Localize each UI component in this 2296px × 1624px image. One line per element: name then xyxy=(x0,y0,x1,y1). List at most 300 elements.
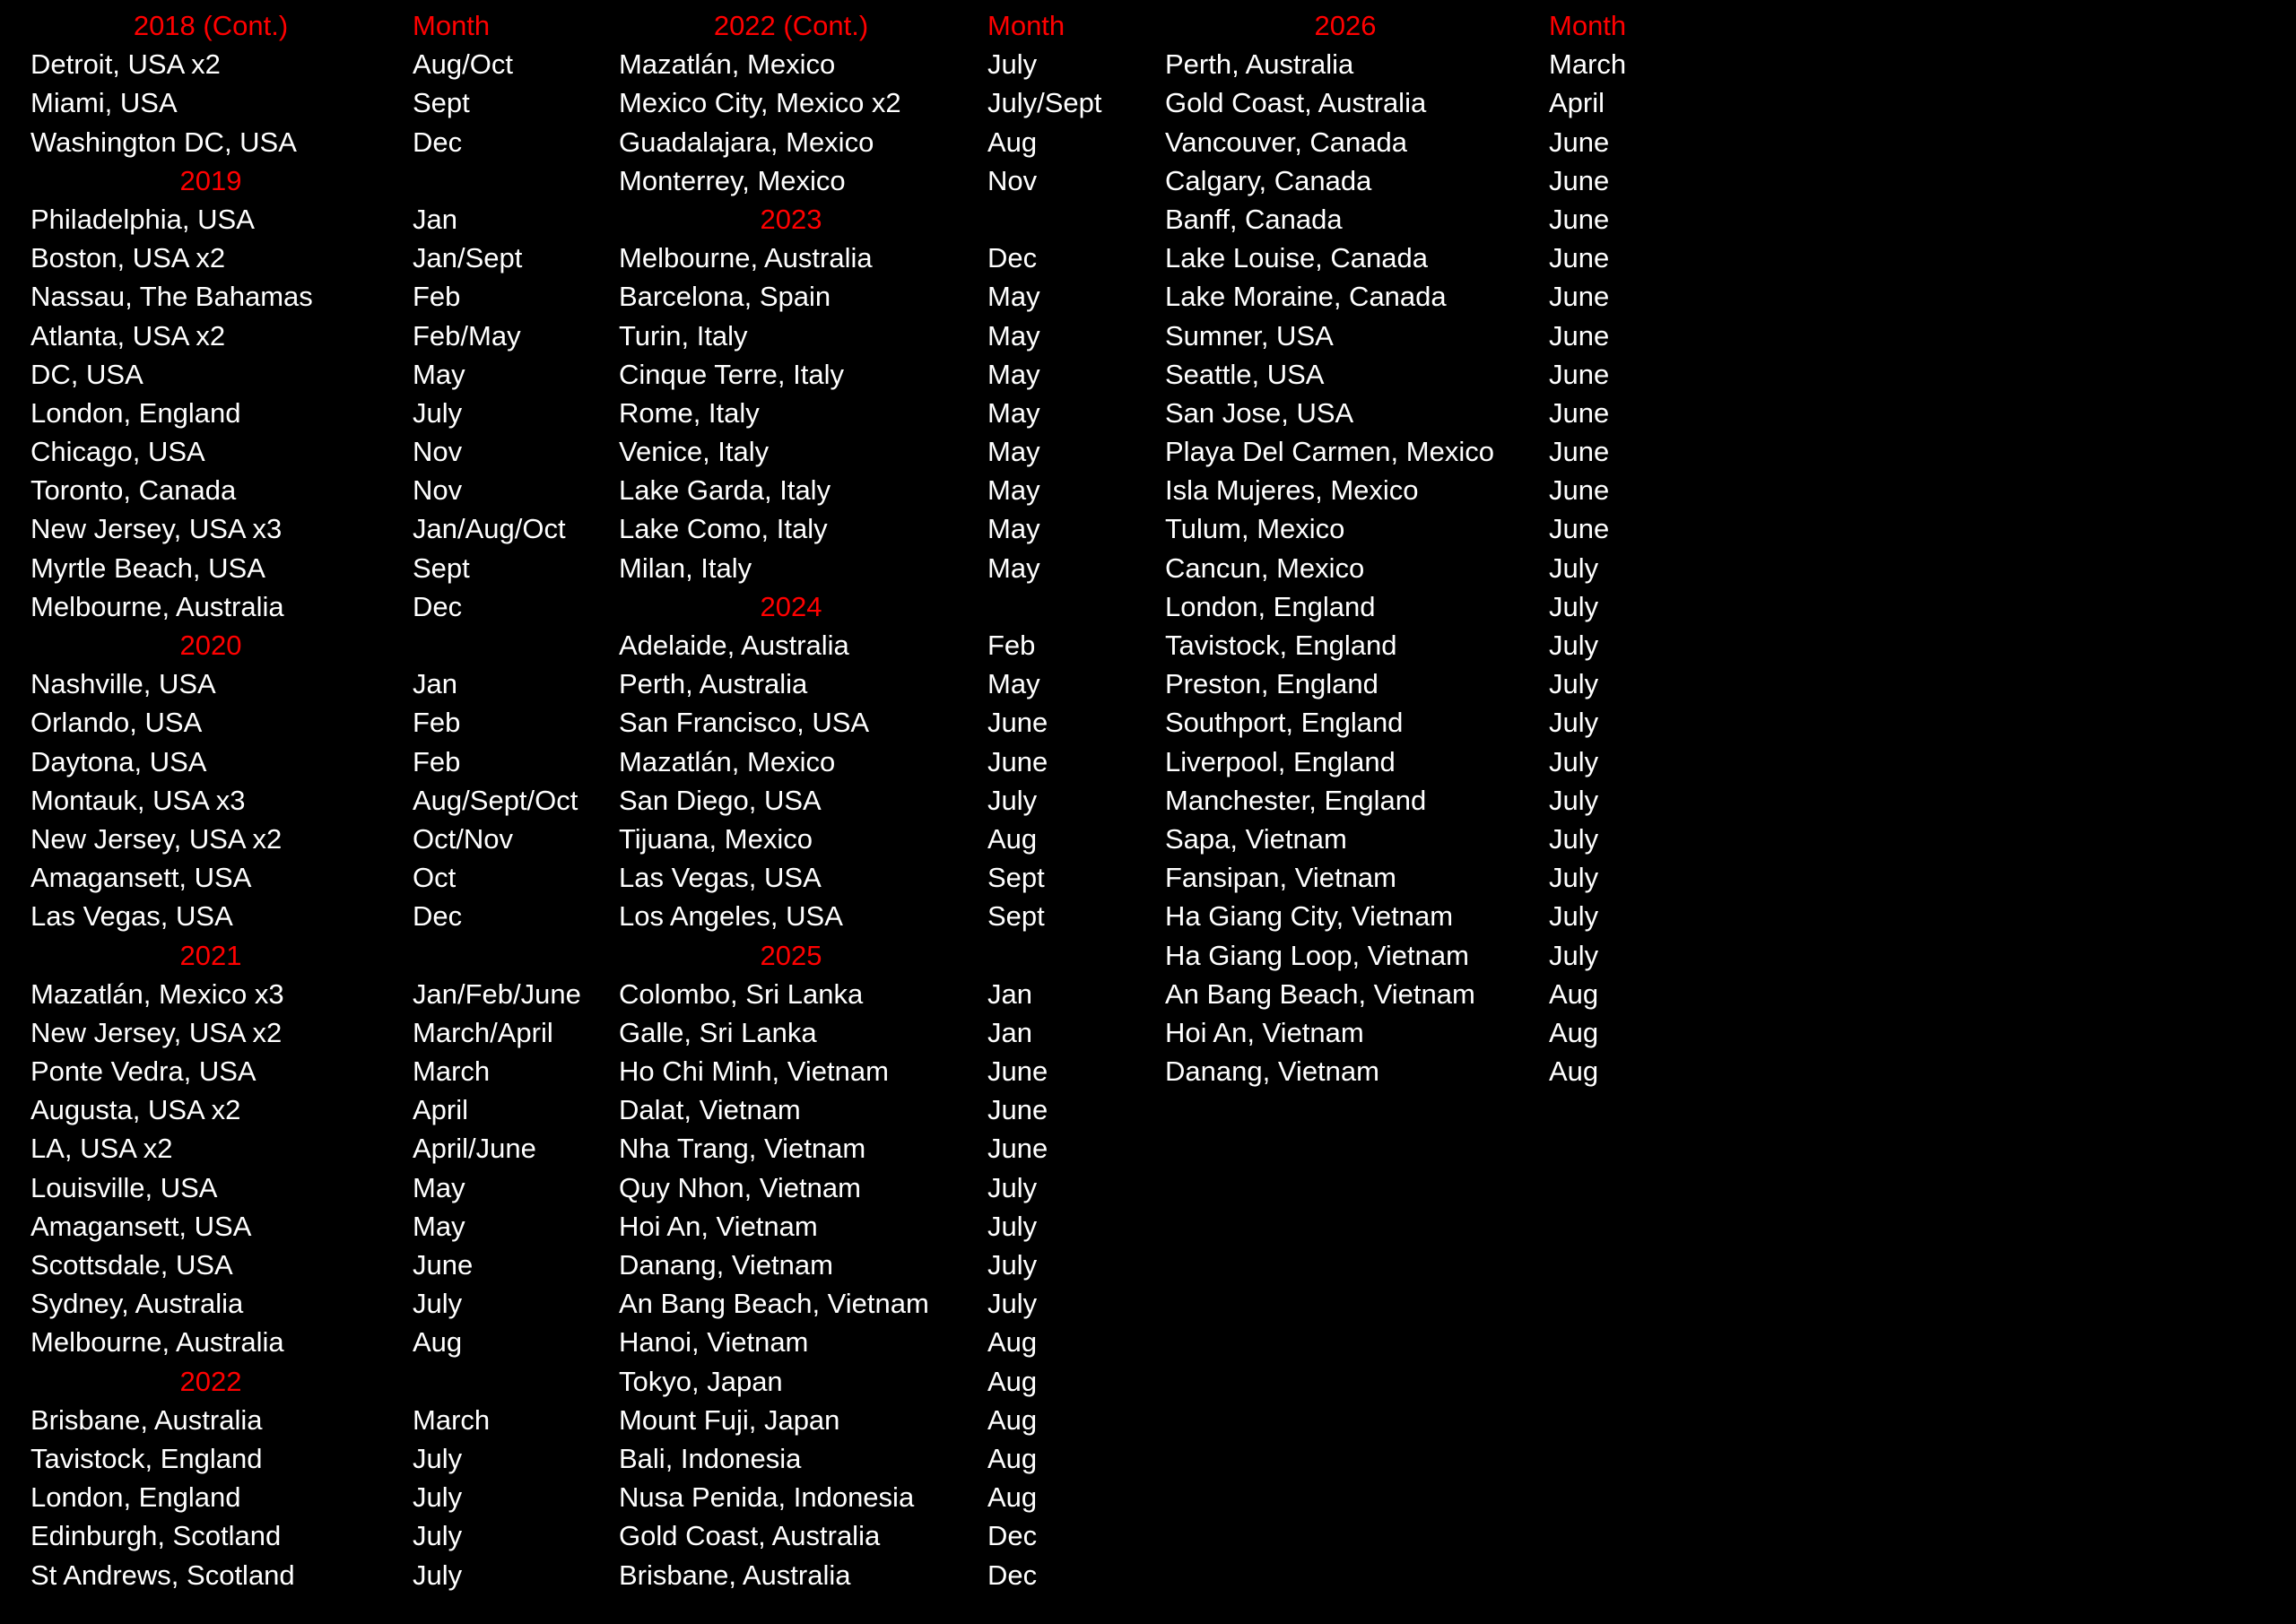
visit-month: July xyxy=(1549,590,1599,622)
destination-row xyxy=(1165,471,1721,509)
destination-row xyxy=(1165,83,1721,122)
destination-name: Playa Del Carmen, Mexico xyxy=(1165,436,1494,468)
destination-row xyxy=(619,1478,1157,1516)
destination-name: Venice, Italy xyxy=(619,436,770,468)
destination-name: Seattle, USA xyxy=(1165,358,1325,390)
year-label: 2021 xyxy=(179,939,242,971)
destination-name: Philadelphia, USA xyxy=(30,203,255,235)
destination-row xyxy=(1165,743,1721,781)
destination-row xyxy=(30,317,596,355)
destination-name: San Diego, USA xyxy=(619,784,822,816)
destination-row xyxy=(30,394,596,432)
destination-row xyxy=(30,664,596,703)
year-heading-row xyxy=(30,1362,596,1401)
destination-name: An Bang Beach, Vietnam xyxy=(619,1288,929,1320)
destination-row xyxy=(619,549,1157,587)
visit-month: Feb xyxy=(413,281,461,313)
column-header-row xyxy=(619,6,1157,45)
destination-name: Tijuana, Mexico xyxy=(619,822,813,855)
destination-row xyxy=(30,703,596,742)
destination-name: Ponte Vedra, USA xyxy=(30,1055,257,1088)
destination-row xyxy=(30,1013,596,1052)
destination-name: Nassau, The Bahamas xyxy=(30,281,313,313)
visit-month: May xyxy=(987,436,1040,468)
destination-row xyxy=(619,1129,1157,1168)
destination-name: Melbourne, Australia xyxy=(30,590,284,622)
year-heading-row xyxy=(30,161,596,200)
visit-month: April xyxy=(413,1094,469,1126)
destination-name: Perth, Australia xyxy=(619,668,808,700)
destination-row xyxy=(619,1401,1157,1439)
visit-month: May xyxy=(987,281,1040,313)
destination-row xyxy=(30,83,596,122)
destination-name: Mazatlán, Mexico xyxy=(619,48,836,81)
destination-row xyxy=(619,1516,1157,1555)
visit-month: July xyxy=(987,1249,1038,1281)
destination-name: Lake Louise, Canada xyxy=(1165,242,1429,274)
visit-month: Aug xyxy=(987,1442,1038,1474)
visit-month: July xyxy=(1549,630,1599,661)
destination-row xyxy=(1165,123,1721,161)
visit-month: March xyxy=(413,1403,491,1436)
visit-month: Aug xyxy=(987,1365,1038,1397)
destination-name: Gold Coast, Australia xyxy=(619,1520,881,1552)
destination-name: Turin, Italy xyxy=(619,319,748,352)
destination-row xyxy=(619,781,1157,820)
visit-month: Aug xyxy=(1549,977,1599,1010)
destination-name: Chicago, USA xyxy=(30,436,205,468)
destination-name: New Jersey, USA x2 xyxy=(30,1016,283,1048)
visit-month: Jan xyxy=(413,203,457,235)
visit-month: May xyxy=(987,513,1040,545)
visit-month: Sept xyxy=(987,900,1045,933)
destination-name: Monterrey, Mexico xyxy=(619,164,846,196)
visit-month: July xyxy=(1549,668,1599,700)
visit-month: Aug xyxy=(987,126,1038,158)
visit-month: June xyxy=(987,745,1048,777)
visit-month: Oct/Nov xyxy=(413,822,513,855)
destination-row xyxy=(619,83,1157,122)
visit-month: Nov xyxy=(413,436,463,468)
visit-month: July xyxy=(987,1288,1038,1320)
destination-name: Perth, Australia xyxy=(1165,48,1354,81)
destination-name: Lake Garda, Italy xyxy=(619,474,831,507)
visit-month: May xyxy=(987,319,1040,352)
destination-name: Melbourne, Australia xyxy=(30,1326,284,1359)
visit-month: May xyxy=(987,668,1040,700)
destination-name: Tokyo, Japan xyxy=(619,1365,783,1397)
visit-month: Feb/May xyxy=(413,319,521,352)
destination-name: Milan, Italy xyxy=(619,551,752,584)
destination-row xyxy=(1165,820,1721,858)
destination-row xyxy=(619,1556,1157,1594)
destination-row xyxy=(30,897,596,935)
destination-name: Calgary, Canada xyxy=(1165,164,1372,196)
travel-column-3 xyxy=(1165,6,1721,1090)
destination-row xyxy=(30,1207,596,1246)
destination-row xyxy=(619,975,1157,1013)
year-label: 2026 xyxy=(1314,10,1377,41)
destination-name: Liverpool, England xyxy=(1165,745,1396,777)
destination-row xyxy=(30,1052,596,1090)
destination-row xyxy=(619,1207,1157,1246)
destination-name: Augusta, USA x2 xyxy=(30,1094,241,1126)
visit-month: May xyxy=(987,358,1040,390)
visit-month: March xyxy=(413,1055,491,1088)
destination-name: Rome, Italy xyxy=(619,396,760,429)
destination-name: Louisville, USA xyxy=(30,1171,218,1203)
visit-month: July xyxy=(413,1442,463,1474)
visit-month: Jan xyxy=(987,1016,1032,1048)
year-label: 2018 (Cont.) xyxy=(133,10,289,41)
destination-row xyxy=(619,1013,1157,1052)
destination-row xyxy=(619,858,1157,897)
destination-name: Nha Trang, Vietnam xyxy=(619,1133,866,1165)
destination-row xyxy=(619,1362,1157,1401)
destination-row xyxy=(1165,355,1721,394)
visit-month: July/Sept xyxy=(987,87,1102,119)
destination-name: London, England xyxy=(1165,590,1376,622)
visit-month: July xyxy=(987,1210,1038,1242)
destination-name: Tavistock, England xyxy=(1165,630,1397,661)
destination-row xyxy=(30,239,596,277)
destination-row xyxy=(30,1284,596,1323)
visit-month: Oct xyxy=(413,862,457,894)
visit-month: July xyxy=(1549,939,1599,971)
destination-row xyxy=(619,161,1157,200)
visit-month: Aug xyxy=(1549,1016,1599,1048)
destination-row xyxy=(1165,239,1721,277)
destination-row xyxy=(619,355,1157,394)
visit-month: Dec xyxy=(987,1559,1038,1591)
destination-row xyxy=(30,858,596,897)
visit-month: July xyxy=(413,1520,463,1552)
destination-name: Bali, Indonesia xyxy=(619,1442,802,1474)
visit-month: Dec xyxy=(413,900,463,933)
destination-row xyxy=(30,820,596,858)
visit-month: Aug/Oct xyxy=(413,48,513,81)
visit-month: May xyxy=(987,396,1040,429)
visit-month: Jan/Sept xyxy=(413,242,523,274)
visit-month: Aug xyxy=(413,1326,463,1359)
destination-name: Fansipan, Vietnam xyxy=(1165,862,1396,894)
destination-row xyxy=(30,200,596,239)
month-column-header: Month xyxy=(987,10,1065,41)
destination-row xyxy=(30,509,596,548)
destination-row xyxy=(1165,703,1721,742)
destination-row xyxy=(619,394,1157,432)
destination-row xyxy=(1165,317,1721,355)
visit-month: Feb xyxy=(413,745,461,777)
destination-name: Orlando, USA xyxy=(30,707,203,739)
destination-name: Hoi An, Vietnam xyxy=(1165,1016,1364,1048)
visit-month: June xyxy=(1549,203,1610,235)
destination-row xyxy=(619,1439,1157,1478)
destination-name: Amagansett, USA xyxy=(30,1210,252,1242)
destination-name: Las Vegas, USA xyxy=(30,900,233,933)
destination-row xyxy=(619,1246,1157,1284)
visit-month: June xyxy=(1549,242,1610,274)
destination-row xyxy=(30,45,596,83)
destination-row xyxy=(1165,587,1721,626)
destination-row xyxy=(1165,626,1721,664)
visit-month: Nov xyxy=(987,164,1038,196)
destination-row xyxy=(1165,664,1721,703)
column-header-row xyxy=(1165,6,1721,45)
destination-row xyxy=(619,1090,1157,1129)
destination-name: DC, USA xyxy=(30,358,144,390)
destination-name: Ha Giang Loop, Vietnam xyxy=(1165,939,1469,971)
destination-row xyxy=(1165,936,1721,975)
year-label: 2020 xyxy=(179,630,242,661)
destination-row xyxy=(30,277,596,316)
year-label: 2025 xyxy=(760,939,822,971)
destination-name: Manchester, England xyxy=(1165,784,1427,816)
destination-name: Vancouver, Canada xyxy=(1165,126,1408,158)
destination-row xyxy=(1165,858,1721,897)
destination-name: London, England xyxy=(30,1481,241,1514)
destination-row xyxy=(619,432,1157,471)
visit-month: Aug xyxy=(987,1481,1038,1514)
destination-name: Mexico City, Mexico x2 xyxy=(619,87,901,119)
destination-row xyxy=(30,549,596,587)
destination-name: Boston, USA x2 xyxy=(30,242,226,274)
destination-row xyxy=(30,975,596,1013)
visit-month: June xyxy=(413,1249,474,1281)
visit-month: July xyxy=(1549,822,1599,855)
visit-month: June xyxy=(1549,164,1610,196)
destination-name: Cancun, Mexico xyxy=(1165,551,1365,584)
visit-month: Jan/Aug/Oct xyxy=(413,513,566,545)
destination-row xyxy=(1165,549,1721,587)
destination-name: Amagansett, USA xyxy=(30,862,252,894)
destination-name: Miami, USA xyxy=(30,87,178,119)
visit-month: April/June xyxy=(413,1133,536,1165)
destination-name: Danang, Vietnam xyxy=(1165,1055,1379,1088)
destination-row xyxy=(1165,277,1721,316)
visit-month: June xyxy=(1549,436,1610,468)
visit-month: July xyxy=(1549,862,1599,894)
visit-month: May xyxy=(413,358,465,390)
visit-month: July xyxy=(1549,745,1599,777)
year-label: 2022 xyxy=(179,1365,242,1397)
visit-month: July xyxy=(987,784,1038,816)
month-column-header: Month xyxy=(1549,10,1627,41)
visit-month: Aug xyxy=(987,1403,1038,1436)
visit-month: Sept xyxy=(413,551,470,584)
destination-name: Mazatlán, Mexico xyxy=(619,745,836,777)
destination-row xyxy=(619,45,1157,83)
destination-name: Southport, England xyxy=(1165,707,1404,739)
year-label: 2019 xyxy=(179,164,242,196)
destination-name: Nusa Penida, Indonesia xyxy=(619,1481,915,1514)
year-heading-row xyxy=(619,936,1157,975)
destination-name: Hoi An, Vietnam xyxy=(619,1210,818,1242)
destination-name: New Jersey, USA x3 xyxy=(30,513,283,545)
visit-month: July xyxy=(1549,900,1599,933)
destination-name: Brisbane, Australia xyxy=(30,1403,263,1436)
destination-name: Scottsdale, USA xyxy=(30,1249,233,1281)
destination-name: Lake Moraine, Canada xyxy=(1165,281,1447,313)
visit-month: Aug/Sept/Oct xyxy=(413,784,578,816)
destination-name: Cinque Terre, Italy xyxy=(619,358,844,390)
destination-name: LA, USA x2 xyxy=(30,1133,173,1165)
destination-row xyxy=(30,1323,596,1361)
destination-name: Preston, England xyxy=(1165,668,1378,700)
destination-name: Myrtle Beach, USA xyxy=(30,551,265,584)
destination-row xyxy=(30,1246,596,1284)
destination-name: San Francisco, USA xyxy=(619,707,870,739)
travel-column-2 xyxy=(619,6,1157,1594)
destination-row xyxy=(619,277,1157,316)
destination-row xyxy=(30,743,596,781)
destination-row xyxy=(1165,1052,1721,1090)
destination-name: Tavistock, England xyxy=(30,1442,263,1474)
destination-row xyxy=(30,1439,596,1478)
destination-name: Quy Nhon, Vietnam xyxy=(619,1171,861,1203)
destination-name: Isla Mujeres, Mexico xyxy=(1165,474,1419,507)
visit-month: Dec xyxy=(987,242,1038,274)
destination-name: Detroit, USA x2 xyxy=(30,48,221,81)
destination-name: Brisbane, Australia xyxy=(619,1559,851,1591)
destination-name: Los Angeles, USA xyxy=(619,900,843,933)
destination-name: Las Vegas, USA xyxy=(619,862,822,894)
visit-month: June xyxy=(1549,281,1610,313)
destination-row xyxy=(30,1090,596,1129)
destination-name: Daytona, USA xyxy=(30,745,207,777)
visit-month: Jan xyxy=(987,977,1032,1010)
year-heading-row xyxy=(30,936,596,975)
visit-month: June xyxy=(1549,358,1610,390)
destination-row xyxy=(619,1168,1157,1207)
visit-month: June xyxy=(1549,319,1610,352)
destination-name: Lake Como, Italy xyxy=(619,513,828,545)
destination-name: Edinburgh, Scotland xyxy=(30,1520,282,1552)
destination-row xyxy=(30,1516,596,1555)
destination-name: Ha Giang City, Vietnam xyxy=(1165,900,1454,933)
travel-column-1 xyxy=(30,6,596,1594)
destination-name: London, England xyxy=(30,396,241,429)
destination-row xyxy=(30,1556,596,1594)
visit-month: May xyxy=(413,1171,465,1203)
visit-month: May xyxy=(413,1210,465,1242)
destination-name: Montauk, USA x3 xyxy=(30,784,246,816)
visit-month: March/April xyxy=(413,1016,553,1048)
visit-month: Jan/Feb/June xyxy=(413,977,581,1010)
destination-name: Sydney, Australia xyxy=(30,1288,244,1320)
visit-month: Sept xyxy=(987,862,1045,894)
destination-name: Galle, Sri Lanka xyxy=(619,1016,817,1048)
destination-name: Guadalajara, Mexico xyxy=(619,126,874,158)
visit-month: June xyxy=(987,1094,1048,1126)
visit-month: Feb xyxy=(413,707,461,739)
destination-row xyxy=(30,471,596,509)
column-header-row xyxy=(30,6,596,45)
destination-name: Tulum, Mexico xyxy=(1165,513,1345,545)
destination-row xyxy=(30,355,596,394)
destination-name: Mount Fuji, Japan xyxy=(619,1403,840,1436)
year-label: 2023 xyxy=(760,203,822,235)
destination-row xyxy=(619,897,1157,935)
destination-name: Dalat, Vietnam xyxy=(619,1094,801,1126)
visit-month: June xyxy=(1549,513,1610,545)
year-label: 2022 (Cont.) xyxy=(713,10,869,41)
month-column-header: Month xyxy=(413,10,491,41)
destination-name: Ho Chi Minh, Vietnam xyxy=(619,1055,889,1088)
visit-month: Sept xyxy=(413,87,470,119)
destination-name: Melbourne, Australia xyxy=(619,242,873,274)
year-heading-row xyxy=(619,200,1157,239)
destination-row xyxy=(1165,975,1721,1013)
destination-row xyxy=(30,1129,596,1168)
destination-row xyxy=(1165,432,1721,471)
visit-month: July xyxy=(413,1288,463,1320)
visit-month: July xyxy=(1549,707,1599,739)
destination-row xyxy=(1165,781,1721,820)
visit-month: July xyxy=(413,1481,463,1514)
visit-month: July xyxy=(987,48,1038,81)
destination-row xyxy=(30,432,596,471)
destination-row xyxy=(619,703,1157,742)
destination-name: Banff, Canada xyxy=(1165,203,1343,235)
visit-month: March xyxy=(1549,48,1627,81)
destination-row xyxy=(619,1052,1157,1090)
destination-name: Toronto, Canada xyxy=(30,474,237,507)
destination-row xyxy=(1165,1013,1721,1052)
destination-row xyxy=(619,1323,1157,1361)
visit-month: July xyxy=(413,1559,463,1591)
destination-row xyxy=(619,123,1157,161)
visit-month: June xyxy=(987,1133,1048,1165)
visit-month: Jan xyxy=(413,668,457,700)
destination-name: An Bang Beach, Vietnam xyxy=(1165,977,1475,1010)
destination-row xyxy=(619,317,1157,355)
destination-row xyxy=(619,820,1157,858)
visit-month: June xyxy=(1549,126,1610,158)
destination-row xyxy=(1165,897,1721,935)
year-heading-row xyxy=(30,626,596,664)
visit-month: June xyxy=(1549,474,1610,507)
destination-name: Sumner, USA xyxy=(1165,319,1334,352)
visit-month: Aug xyxy=(987,1326,1038,1359)
visit-month: July xyxy=(413,396,463,429)
destination-name: Atlanta, USA x2 xyxy=(30,319,226,352)
visit-month: June xyxy=(1549,396,1610,429)
destination-row xyxy=(619,239,1157,277)
visit-month: Nov xyxy=(413,474,463,507)
visit-month: June xyxy=(987,707,1048,739)
visit-month: Feb xyxy=(987,630,1036,661)
destination-row xyxy=(30,587,596,626)
destination-row xyxy=(30,123,596,161)
destination-name: Mazatlán, Mexico x3 xyxy=(30,977,284,1010)
destination-row xyxy=(30,1478,596,1516)
visit-month: May xyxy=(987,551,1040,584)
destination-row xyxy=(1165,394,1721,432)
destination-row xyxy=(619,509,1157,548)
destination-row xyxy=(1165,509,1721,548)
visit-month: July xyxy=(987,1171,1038,1203)
destination-name: Gold Coast, Australia xyxy=(1165,87,1427,119)
destination-name: Barcelona, Spain xyxy=(619,281,831,313)
destination-name: Nashville, USA xyxy=(30,668,216,700)
visit-month: Dec xyxy=(413,590,463,622)
destination-name: Hanoi, Vietnam xyxy=(619,1326,809,1359)
destination-row xyxy=(30,1401,596,1439)
visit-month: July xyxy=(1549,551,1599,584)
destination-name: Washington DC, USA xyxy=(30,126,297,158)
visit-month: May xyxy=(987,474,1040,507)
